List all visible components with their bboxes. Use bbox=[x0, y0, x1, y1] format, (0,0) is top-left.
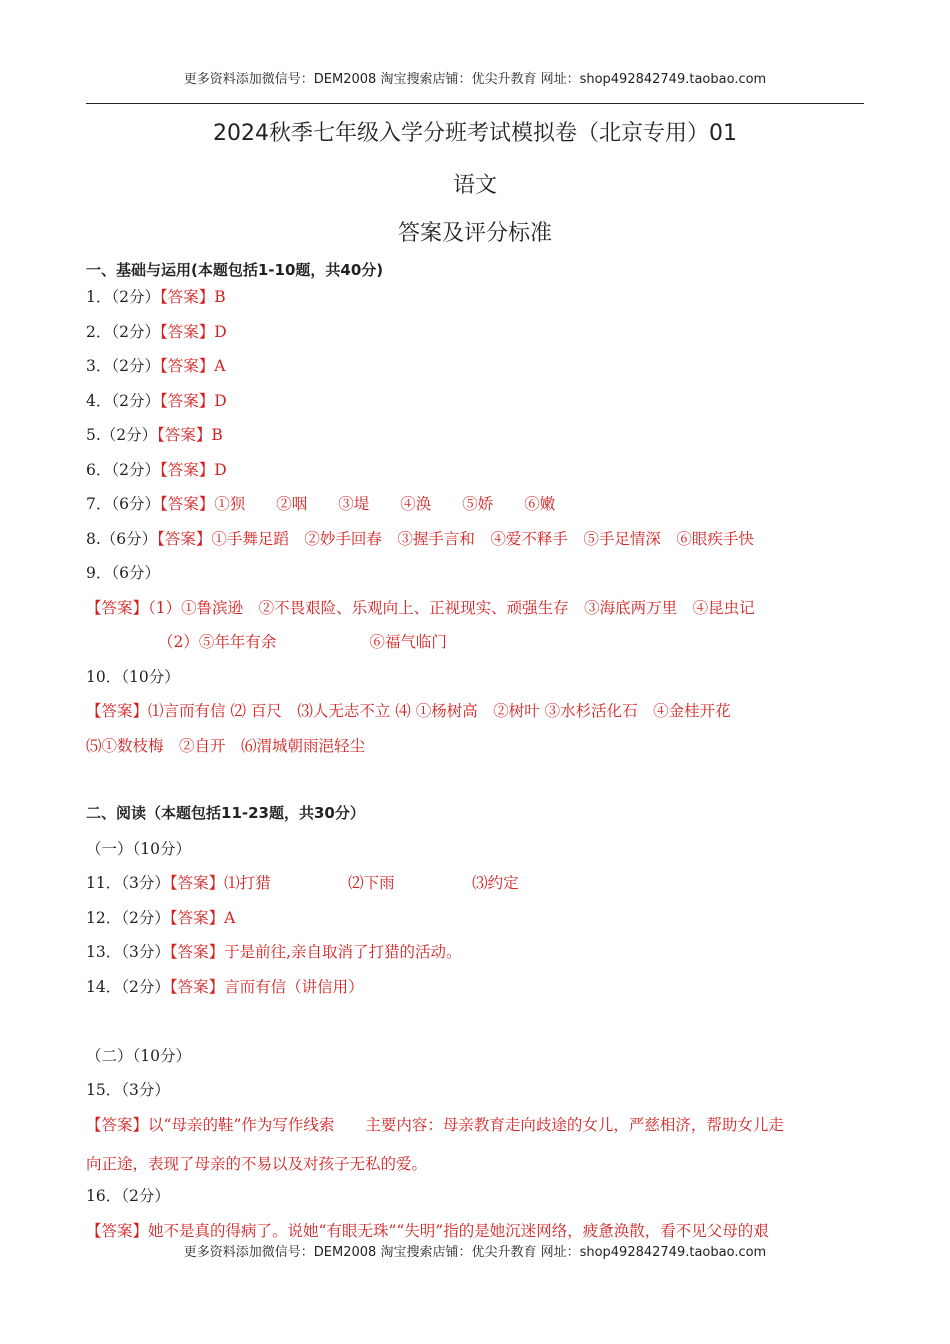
answer-line-q15-1: 【答案】以“母亲的鞋”作为写作线索 主要内容：母亲教育走向歧途的女儿，严慈相济，帮助女儿走 bbox=[86, 1116, 784, 1134]
doc-subject: 语文 bbox=[452, 173, 497, 198]
part2-heading: （二）（10分） bbox=[86, 1047, 191, 1065]
part1-heading: （一）（10分） bbox=[86, 840, 191, 858]
answer-line-q9-2: （2）⑤年年有余 ⑥福气临门 bbox=[158, 633, 447, 651]
question-q15: 15．（3分） bbox=[86, 1081, 170, 1099]
answer-line-q10-1: 【答案】⑴言而有信 ⑵ 百尺 ⑶人无志不立 ⑷ ①杨树高 ②树叶 ③水杉活化石 ④金桂开花 bbox=[86, 702, 731, 720]
answer-line-q10-2: ⑸①数枝梅 ②自开 ⑹渭城朝雨浥轻尘 bbox=[86, 737, 366, 755]
question-q10: 10．（10分） bbox=[86, 668, 180, 686]
answer-line-q13: 13．（3分）【答案】于是前往,亲自取消了打猎的活动。 bbox=[86, 943, 462, 961]
answer-line-q16: 【答案】她不是真的得病了。说她“有眼无珠”“失明”指的是她沉迷网络，疲惫涣散，看不见父母的艰 bbox=[86, 1222, 769, 1240]
answer-line-q8: 8.（6分）【答案】①手舞足蹈 ②妙手回春 ③握手言和 ④爱不释手 ⑤手足情深 ⑥眼疾手快 bbox=[86, 530, 754, 548]
question-q9: 9．（6分） bbox=[86, 564, 160, 582]
doc-subtitle: 答案及评分标准 bbox=[397, 221, 552, 246]
answer-line-q6: 6．（2分）【答案】D bbox=[86, 461, 227, 479]
answer-line-q11: 11．（3分）【答案】⑴打猎 ⑵下雨 ⑶约定 bbox=[86, 874, 519, 892]
answer-line-q7: 7．（6分）【答案】①狈 ②咽 ③堤 ④涣 ⑤娇 ⑥嫩 bbox=[86, 495, 556, 513]
question-q16: 16．（2分） bbox=[86, 1187, 170, 1205]
answer-line-q4: 4．（2分）【答案】D bbox=[86, 392, 227, 410]
answer-line-q15-2: 向正途，表现了母亲的不易以及对孩子无私的爱。 bbox=[86, 1155, 428, 1173]
section2-heading: 二、阅读（本题包括11-23题，共30分） bbox=[86, 804, 365, 822]
answer-line-q1: 1．（2分）【答案】B bbox=[86, 288, 226, 306]
answer-line-q5: 5.（2分）【答案】B bbox=[86, 426, 223, 444]
header-rule bbox=[86, 103, 864, 104]
page-header: 更多资料添加微信号：DEM2008 淘宝搜索店铺：优尖升教育 网址：shop492842749.taobao.com bbox=[183, 72, 767, 87]
page-footer: 更多资料添加微信号：DEM2008 淘宝搜索店铺：优尖升教育 网址：shop492842749.taobao.com bbox=[183, 1245, 767, 1260]
answer-line-q3: 3．（2分）【答案】A bbox=[86, 357, 226, 375]
answer-line-q12: 12．（2分）【答案】A bbox=[86, 909, 236, 927]
answer-line-q9-1: 【答案】（1）①鲁滨逊 ②不畏艰险、乐观向上、正视现实、顽强生存 ③海底两万里 ④昆虫记 bbox=[86, 599, 755, 617]
doc-title: 2024秋季七年级入学分班考试模拟卷（北京专用）01 bbox=[213, 121, 737, 146]
section1-heading: 一、基础与运用(本题包括1-10题，共40分) bbox=[86, 261, 384, 279]
answer-line-q14: 14．（2分）【答案】言而有信（讲信用） bbox=[86, 978, 364, 996]
answer-line-q2: 2．（2分）【答案】D bbox=[86, 323, 227, 341]
